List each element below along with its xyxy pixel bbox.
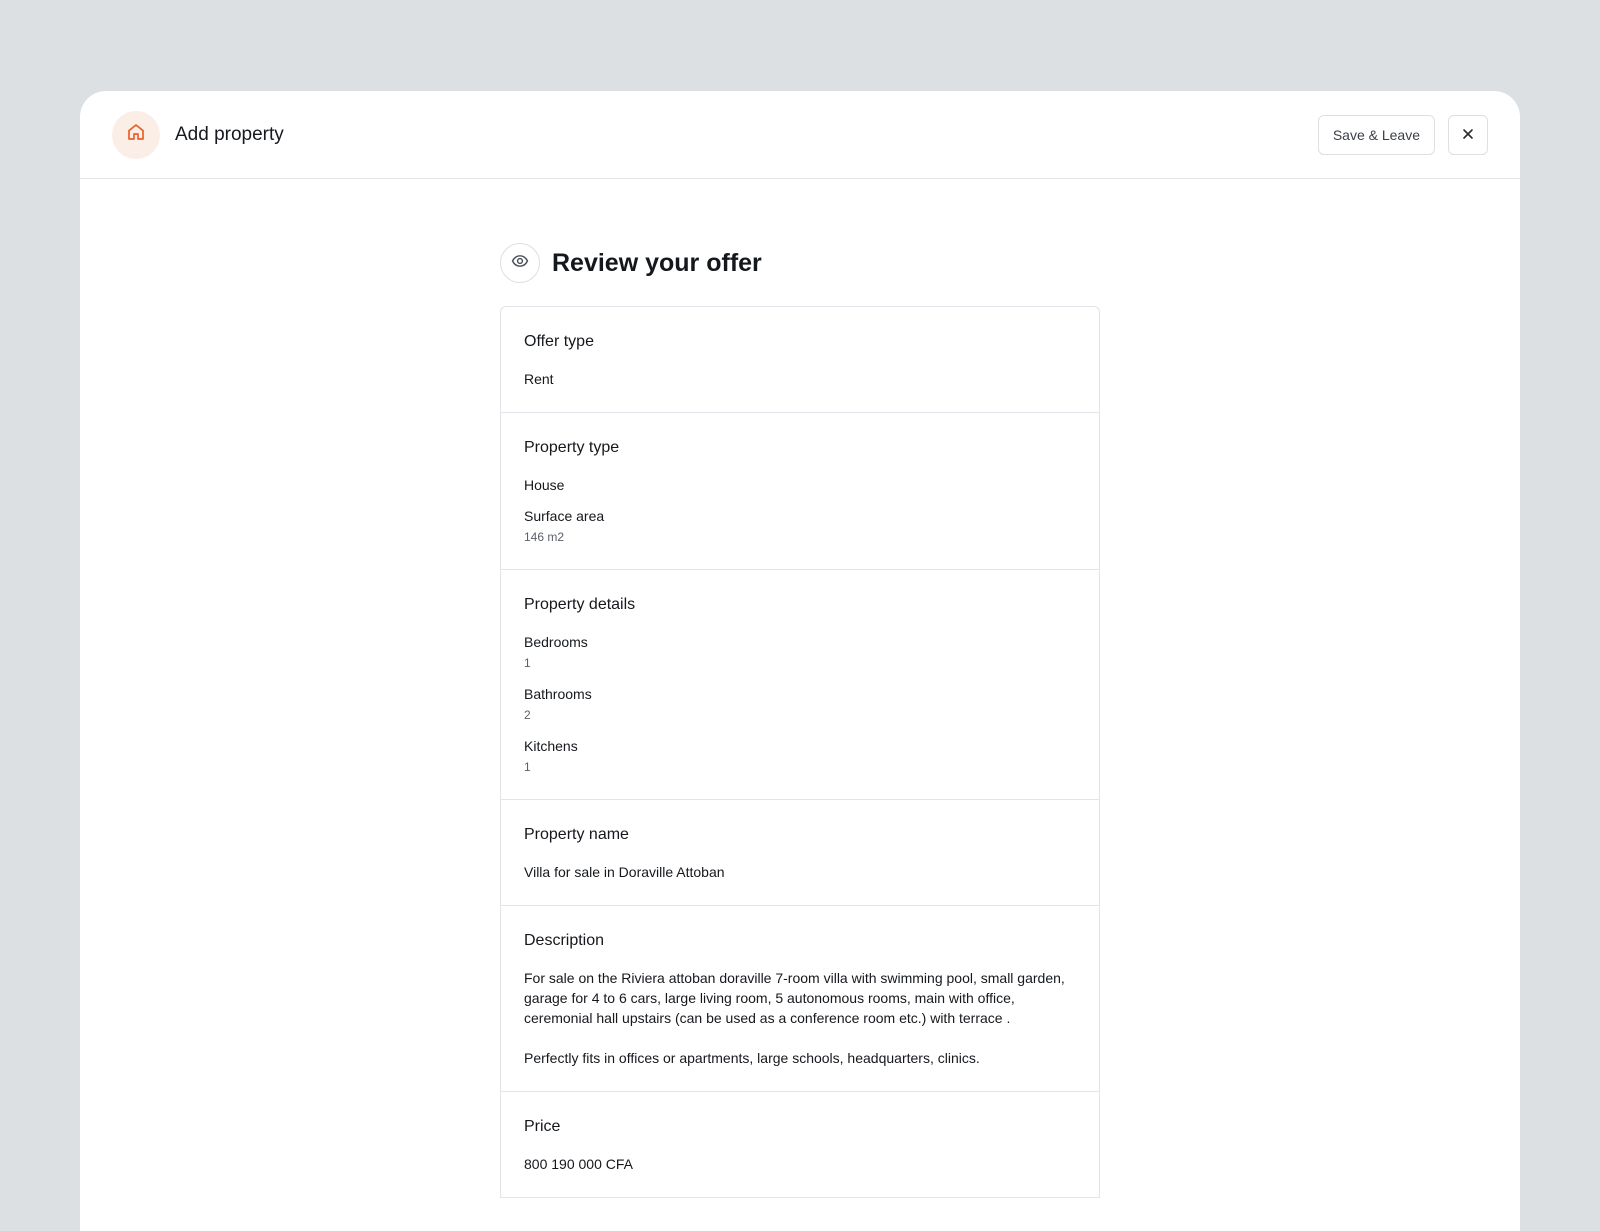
section-title: Price: [524, 1118, 561, 1135]
offer-type-value: Rent: [524, 371, 554, 387]
home-icon: [126, 122, 146, 147]
property-name-value: Villa for sale in Doraville Attoban: [524, 864, 725, 880]
app-title: Add property: [175, 123, 284, 145]
review-heading: [500, 243, 1100, 283]
eye-icon: [511, 252, 529, 275]
top-bar: [80, 91, 1520, 179]
field-value: 2: [524, 708, 531, 722]
price-section: [501, 1092, 1099, 1198]
eye-badge: [500, 243, 540, 283]
section-title: Property type: [524, 439, 620, 456]
field-label: Kitchens: [524, 738, 578, 754]
close-icon: [1462, 128, 1474, 143]
description-paragraph: For sale on the Riviera attoban doraville 7-room villa with swimming pool, small garden, garage for 4 to 6 cars, large living room, 5 autonomous rooms, main with office, ceremonial hall upstairs (can be used as a conference room etc.) with terrace .: [524, 970, 1065, 1026]
top-actions: [1318, 115, 1488, 155]
property-type-section: [501, 413, 1099, 570]
section-title: Property name: [524, 826, 629, 843]
surface-area-field: [524, 506, 1076, 546]
description-paragraph: Perfectly fits in offices or apartments, large schools, headquarters, clinics.: [524, 1050, 980, 1066]
review-content: [500, 243, 1100, 1198]
section-title: Property details: [524, 596, 636, 613]
add-property-window: [80, 91, 1520, 1231]
field-label: Bathrooms: [524, 686, 592, 702]
section-title: Offer type: [524, 333, 594, 350]
field-value: 1: [524, 760, 531, 774]
bathrooms-field: [524, 684, 1076, 724]
offer-type-section: [501, 307, 1099, 413]
review-card: [500, 306, 1100, 1198]
field-label: Surface area: [524, 508, 605, 524]
property-details-section: [501, 570, 1099, 800]
save-and-leave-button[interactable]: Save & Leave: [1318, 115, 1435, 155]
description-section: [501, 906, 1099, 1092]
field-value: 146 m2: [524, 530, 565, 544]
bedrooms-field: [524, 632, 1076, 672]
brand-badge: [112, 111, 160, 159]
property-name-section: [501, 800, 1099, 906]
property-type-value: House: [524, 477, 565, 493]
price-value: 800 190 000 CFA: [524, 1156, 633, 1172]
section-title: Description: [524, 932, 605, 949]
page-title: Review your offer: [552, 248, 762, 277]
close-button[interactable]: [1448, 115, 1488, 155]
field-value: 1: [524, 656, 531, 670]
kitchens-field: [524, 736, 1076, 776]
field-label: Bedrooms: [524, 634, 588, 650]
description-text: [524, 968, 1076, 1068]
